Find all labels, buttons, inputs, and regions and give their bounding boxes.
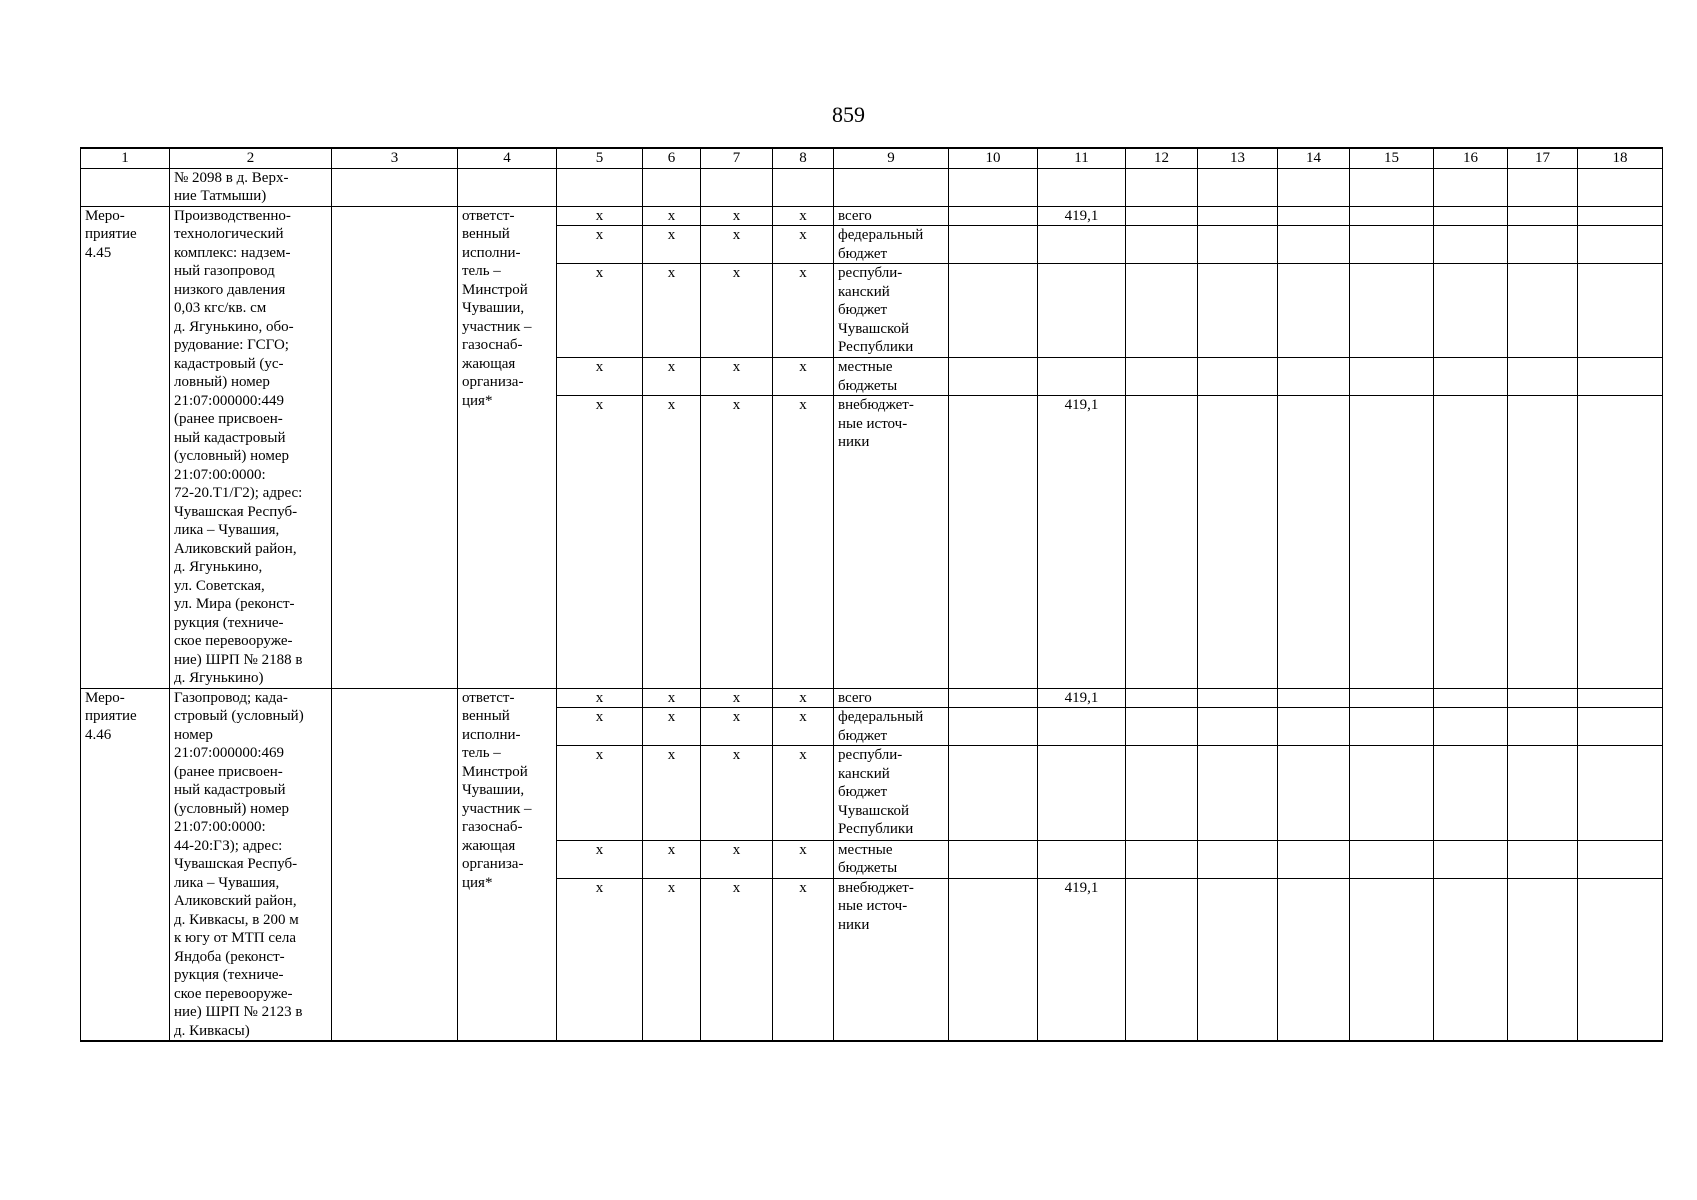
column-10-cell (949, 226, 1038, 264)
column-12-cell (1126, 708, 1198, 746)
mark-cell: х (701, 226, 773, 264)
page-number: 859 (832, 102, 865, 127)
mark-cell: х (643, 206, 701, 226)
column-15-cell (1350, 264, 1434, 358)
column-3-cell (332, 688, 458, 1041)
funding-source: федеральный бюджет (834, 226, 949, 264)
funding-amount (1038, 226, 1126, 264)
column-17-cell (1508, 688, 1578, 708)
mark-cell: х (557, 206, 643, 226)
column-13-cell (1198, 840, 1278, 878)
column-17-cell (1508, 840, 1578, 878)
column-15-cell (1350, 396, 1434, 688)
mark-cell: х (773, 206, 834, 226)
mark-cell: х (557, 708, 643, 746)
column-12-cell (1126, 878, 1198, 1041)
column-16-cell (1434, 264, 1508, 358)
column-15-cell (1350, 708, 1434, 746)
column-10-cell (949, 264, 1038, 358)
column-14-cell (1278, 746, 1350, 840)
mark-cell: х (773, 264, 834, 358)
column-12-cell (1126, 226, 1198, 264)
column-13-cell (1198, 206, 1278, 226)
mark-cell: х (643, 264, 701, 358)
funding-amount: 419,1 (1038, 878, 1126, 1041)
column-header-8: 8 (773, 148, 834, 168)
responsible-executor: ответст- венный исполни- тель – Минстрой Чувашии, участник – газоснаб- жающая организа- ция* (458, 688, 557, 1041)
column-13-cell (1198, 688, 1278, 708)
column-header-3: 3 (332, 148, 458, 168)
column-header-4: 4 (458, 148, 557, 168)
funding-amount: 419,1 (1038, 688, 1126, 708)
column-13-cell (1198, 746, 1278, 840)
funding-row (81, 206, 1663, 226)
column-12-cell (1126, 396, 1198, 688)
funding-source: внебюджет- ные источ- ники (834, 396, 949, 688)
column-header-1: 1 (81, 148, 170, 168)
column-17-cell (1508, 358, 1578, 396)
column-18-cell (1578, 840, 1663, 878)
mark-cell: х (643, 396, 701, 688)
funding-row (81, 688, 1663, 708)
mark-cell: х (557, 840, 643, 878)
mark-cell: х (773, 878, 834, 1041)
column-header-12: 12 (1126, 148, 1198, 168)
funding-amount (1038, 840, 1126, 878)
funding-source: республи- канский бюджет Чувашской Республики (834, 264, 949, 358)
mark-cell: х (701, 264, 773, 358)
column-18-cell (1578, 358, 1663, 396)
mark-cell: х (557, 264, 643, 358)
column-header-14: 14 (1278, 148, 1350, 168)
column-15-cell (1350, 840, 1434, 878)
column-15-cell (1350, 358, 1434, 396)
funding-source: всего (834, 688, 949, 708)
column-10-cell (949, 358, 1038, 396)
object-description: Газопровод; када- стровый (условный) номер 21:07:000000:469 (ранее присвоен- ный кадастровый (условный) номер 21:07:00:0000: 44-20:ГЗ); адрес: Чувашская Респуб- лика – Чувашия, Аликовский район, д. Кивкасы, в 200 м к югу от МТП села Яндоба (реконст- рукция (техниче- ское перевооруже- ние) ШРП № 2123 в д. Кивкасы) (170, 688, 332, 1041)
mark-cell: х (701, 396, 773, 688)
funding-source: всего (834, 206, 949, 226)
mark-cell: х (701, 688, 773, 708)
column-13-cell (1198, 226, 1278, 264)
column-13-cell (1198, 708, 1278, 746)
column-16-cell (1434, 746, 1508, 840)
continuation-col1 (81, 168, 170, 206)
mark-cell: х (701, 206, 773, 226)
funding-amount (1038, 708, 1126, 746)
funding-source: внебюджет- ные источ- ники (834, 878, 949, 1041)
column-header-10: 10 (949, 148, 1038, 168)
funding-amount (1038, 264, 1126, 358)
mark-cell: х (557, 746, 643, 840)
mark-cell: х (701, 746, 773, 840)
funding-amount (1038, 358, 1126, 396)
column-14-cell (1278, 708, 1350, 746)
column-header-9: 9 (834, 148, 949, 168)
column-18-cell (1578, 264, 1663, 358)
funding-source: местные бюджеты (834, 840, 949, 878)
column-header-6: 6 (643, 148, 701, 168)
mark-cell: х (643, 840, 701, 878)
column-17-cell (1508, 878, 1578, 1041)
mark-cell: х (773, 396, 834, 688)
mark-cell: х (773, 688, 834, 708)
column-10-cell (949, 396, 1038, 688)
column-12-cell (1126, 840, 1198, 878)
column-13-cell (1198, 878, 1278, 1041)
mark-cell: х (701, 878, 773, 1041)
column-12-cell (1126, 688, 1198, 708)
mark-cell: х (643, 688, 701, 708)
column-18-cell (1578, 688, 1663, 708)
column-16-cell (1434, 878, 1508, 1041)
column-12-cell (1126, 746, 1198, 840)
column-3-cell (332, 206, 458, 688)
column-16-cell (1434, 358, 1508, 396)
column-10-cell (949, 840, 1038, 878)
column-18-cell (1578, 708, 1663, 746)
mark-cell: х (701, 840, 773, 878)
measure-number: Меро- приятие 4.45 (81, 206, 170, 688)
column-15-cell (1350, 878, 1434, 1041)
column-18-cell (1578, 206, 1663, 226)
column-17-cell (1508, 264, 1578, 358)
mark-cell: х (643, 708, 701, 746)
mark-cell: х (557, 226, 643, 264)
column-17-cell (1508, 746, 1578, 840)
column-header-18: 18 (1578, 148, 1663, 168)
mark-cell: х (643, 746, 701, 840)
column-header-16: 16 (1434, 148, 1508, 168)
funding-source: федеральный бюджет (834, 708, 949, 746)
column-header-15: 15 (1350, 148, 1434, 168)
mark-cell: х (773, 708, 834, 746)
column-17-cell (1508, 206, 1578, 226)
object-description: Производственно- технологический комплекс: надзем- ный газопровод низкого давления 0,03 кгс/кв. см д. Ягунькино, обо- рудование: ГСГО; кадастровый (ус- ловный) номер 21:07:000000:449 (ранее присвоен- ный кадастровый (условный) номер 21:07:00:0000: 72-20.Т1/Г2); адрес: Чувашская Респуб- лика – Чувашия, Аликовский район, д. Ягунькино, ул. Советская, ул. Мира (реконст- рукция (техниче- ское перевооруже- ние) ШРП № 2188 в д. Ягунькино) (170, 206, 332, 688)
column-13-cell (1198, 358, 1278, 396)
mark-cell: х (773, 226, 834, 264)
column-15-cell (1350, 206, 1434, 226)
column-14-cell (1278, 226, 1350, 264)
mark-cell: х (643, 358, 701, 396)
column-14-cell (1278, 840, 1350, 878)
mark-cell: х (557, 878, 643, 1041)
column-header-2: 2 (170, 148, 332, 168)
column-16-cell (1434, 840, 1508, 878)
mark-cell: х (557, 358, 643, 396)
column-15-cell (1350, 226, 1434, 264)
continuation-object-description: № 2098 в д. Верх- ние Татмыши) (170, 168, 332, 206)
column-10-cell (949, 206, 1038, 226)
funding-source: республи- канский бюджет Чувашской Республики (834, 746, 949, 840)
column-13-cell (1198, 396, 1278, 688)
column-15-cell (1350, 688, 1434, 708)
column-14-cell (1278, 688, 1350, 708)
mark-cell: х (773, 840, 834, 878)
column-18-cell (1578, 226, 1663, 264)
column-16-cell (1434, 206, 1508, 226)
column-16-cell (1434, 396, 1508, 688)
mark-cell: х (701, 358, 773, 396)
responsible-executor: ответст- венный исполни- тель – Минстрой Чувашии, участник – газоснаб- жающая организа- ция* (458, 206, 557, 688)
column-14-cell (1278, 358, 1350, 396)
column-16-cell (1434, 708, 1508, 746)
column-10-cell (949, 688, 1038, 708)
column-16-cell (1434, 226, 1508, 264)
column-header-17: 17 (1508, 148, 1578, 168)
funding-amount: 419,1 (1038, 396, 1126, 688)
mark-cell: х (643, 226, 701, 264)
column-18-cell (1578, 878, 1663, 1041)
column-10-cell (949, 746, 1038, 840)
mark-cell: х (643, 878, 701, 1041)
column-12-cell (1126, 264, 1198, 358)
column-13-cell (1198, 264, 1278, 358)
column-15-cell (1350, 746, 1434, 840)
column-14-cell (1278, 878, 1350, 1041)
column-14-cell (1278, 264, 1350, 358)
column-header-11: 11 (1038, 148, 1126, 168)
column-10-cell (949, 708, 1038, 746)
funding-source: местные бюджеты (834, 358, 949, 396)
continuation-row (81, 168, 1663, 206)
budget-table (80, 147, 1663, 1042)
funding-amount: 419,1 (1038, 206, 1126, 226)
measure-number: Меро- приятие 4.46 (81, 688, 170, 1041)
column-16-cell (1434, 688, 1508, 708)
column-number-row (81, 148, 1663, 168)
column-header-5: 5 (557, 148, 643, 168)
mark-cell: х (773, 358, 834, 396)
column-header-13: 13 (1198, 148, 1278, 168)
mark-cell: х (773, 746, 834, 840)
funding-amount (1038, 746, 1126, 840)
column-18-cell (1578, 746, 1663, 840)
column-17-cell (1508, 396, 1578, 688)
column-header-7: 7 (701, 148, 773, 168)
column-18-cell (1578, 396, 1663, 688)
column-17-cell (1508, 226, 1578, 264)
mark-cell: х (701, 708, 773, 746)
column-17-cell (1508, 708, 1578, 746)
column-12-cell (1126, 206, 1198, 226)
column-14-cell (1278, 206, 1350, 226)
column-14-cell (1278, 396, 1350, 688)
column-10-cell (949, 878, 1038, 1041)
column-12-cell (1126, 358, 1198, 396)
mark-cell: х (557, 688, 643, 708)
mark-cell: х (557, 396, 643, 688)
